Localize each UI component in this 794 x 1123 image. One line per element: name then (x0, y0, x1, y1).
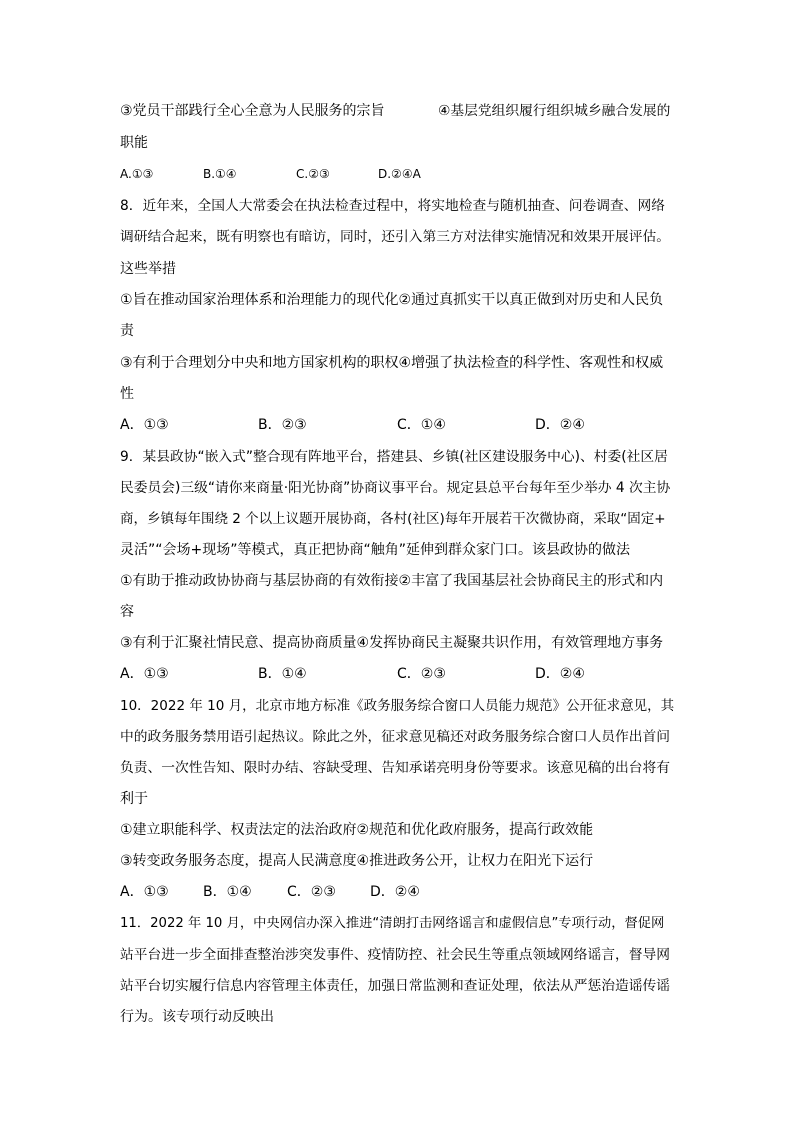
q9-option-d: D．②④ (535, 666, 585, 682)
q7-item-4: ④基层党组织履行组织城乡融合发展的 (438, 103, 671, 119)
q8-option-d: D．②④ (535, 417, 585, 433)
q7-item-3: ③党员干部践行全心全意为人民服务的宗旨 (120, 103, 385, 119)
q11-stem-line-1: 11．2022 年 10 月，中央网信办深入推进“清朗打击网络谣言和虚假信息”专项行动，督促网 (120, 916, 665, 931)
q7-option-b: B.①④ (203, 167, 237, 181)
q8-stem-line-3: 这些举措 (120, 261, 176, 277)
q10-stem-line-4: 利于 (120, 791, 148, 807)
q9-choice-line-2: 容 (120, 604, 134, 620)
q10-option-d: D．②④ (370, 884, 420, 900)
q11-stem-line-3: 站平台切实履行信息内容管理主体责任，加强日常监测和查证处理，依法从严惩治造谣传谣 (120, 978, 671, 994)
q7-option-a: A.①③ (120, 167, 154, 181)
q9-stem-line-2: 民委员会)三级“请你来商量·阳光协商”协商议事平台。规定县总平台每年至少举办 4 次主协 (120, 480, 671, 496)
q10-option-a: A．①③ (120, 884, 169, 900)
q7-item-4-cont: 职能 (120, 135, 148, 151)
q9-stem-line-4: 灵活”“会场+现场”等模式，真正把协商“触角”延伸到群众家门口。该县政协的做法 (120, 542, 630, 558)
q10-stem-line-3: 负责、一次性告知、限时办结、容缺受理、告知承诺亮明身份等要求。该意见稿的出台将有 (120, 760, 671, 776)
q9-option-c: C．②③ (397, 666, 446, 682)
q8-choice-line-2: 责 (120, 323, 134, 339)
q9-option-b: B．①④ (258, 666, 307, 682)
q7-option-c: C.②③ (296, 167, 330, 181)
q8-choice-line-3: ③有利于合理划分中央和地方国家机构的职权④增强了执法检查的科学性、客观性和权威 (120, 355, 664, 371)
q7-option-d: D.②④A (378, 167, 421, 181)
q11-stem-line-2: 站平台进一步全面排查整治涉突发事件、疫情防控、社会民生等重点领域网络谣言，督导网 (120, 947, 671, 963)
q8-option-c: C．①④ (397, 417, 446, 433)
q8-option-b: B．②③ (258, 417, 307, 433)
q8-choice-line-1: ①旨在推动国家治理体系和治理能力的现代化②通过真抓实干以真正做到对历史和人民负 (120, 292, 664, 308)
q8-option-a: A．①③ (120, 417, 169, 433)
q8-stem-line-2: 调研结合起来，既有明察也有暗访，同时，还引入第三方对法律实施情况和效果开展评估。 (120, 229, 671, 245)
q9-option-a: A．①③ (120, 666, 169, 682)
q8-stem-line-1: 8．近年来，全国人大常委会在执法检查过程中，将实地检查与随机抽查、问卷调查、网络 (120, 198, 666, 214)
q10-choice-line-2: ③转变政务服务态度，提高人民满意度④推进政务公开，让权力在阳光下运行 (120, 853, 594, 869)
q10-stem-line-2: 中的政务服务禁用语引起热议。除此之外，征求意见稿还对政务服务综合窗口人员作出首问 (120, 729, 671, 745)
q9-stem-line-3: 商，乡镇每年围绕 2 个以上议题开展协商，各村(社区)每年开展若干次微协商，采取“固定+ (120, 511, 666, 527)
q10-option-b: B．①④ (203, 884, 252, 900)
q10-option-c: C．②③ (287, 884, 336, 900)
q8-choice-line-4: 性 (120, 386, 134, 402)
q11-stem-line-4: 行为。该专项行动反映出 (120, 1009, 274, 1025)
q10-stem-line-1: 10．2022 年 10 月，北京市地方标准《政务服务综合窗口人员能力规范》公开征求意见，其 (120, 698, 675, 714)
q10-choice-line-1: ①建立职能科学、权责法定的法治政府②规范和优化政府服务，提高行政效能 (120, 822, 594, 838)
q9-stem-line-1: 9．某县政协“嵌入式”整合现有阵地平台，搭建县、乡镇(社区建设服务中心)、村委(社区居 (120, 449, 668, 465)
q9-choice-line-1: ①有助于推动政协协商与基层协商的有效衔接②丰富了我国基层社会协商民主的形式和内 (120, 573, 664, 589)
q9-choice-line-3: ③有利于汇聚社情民意、提高协商质量④发挥协商民主凝聚共识作用，有效管理地方事务 (120, 635, 664, 651)
